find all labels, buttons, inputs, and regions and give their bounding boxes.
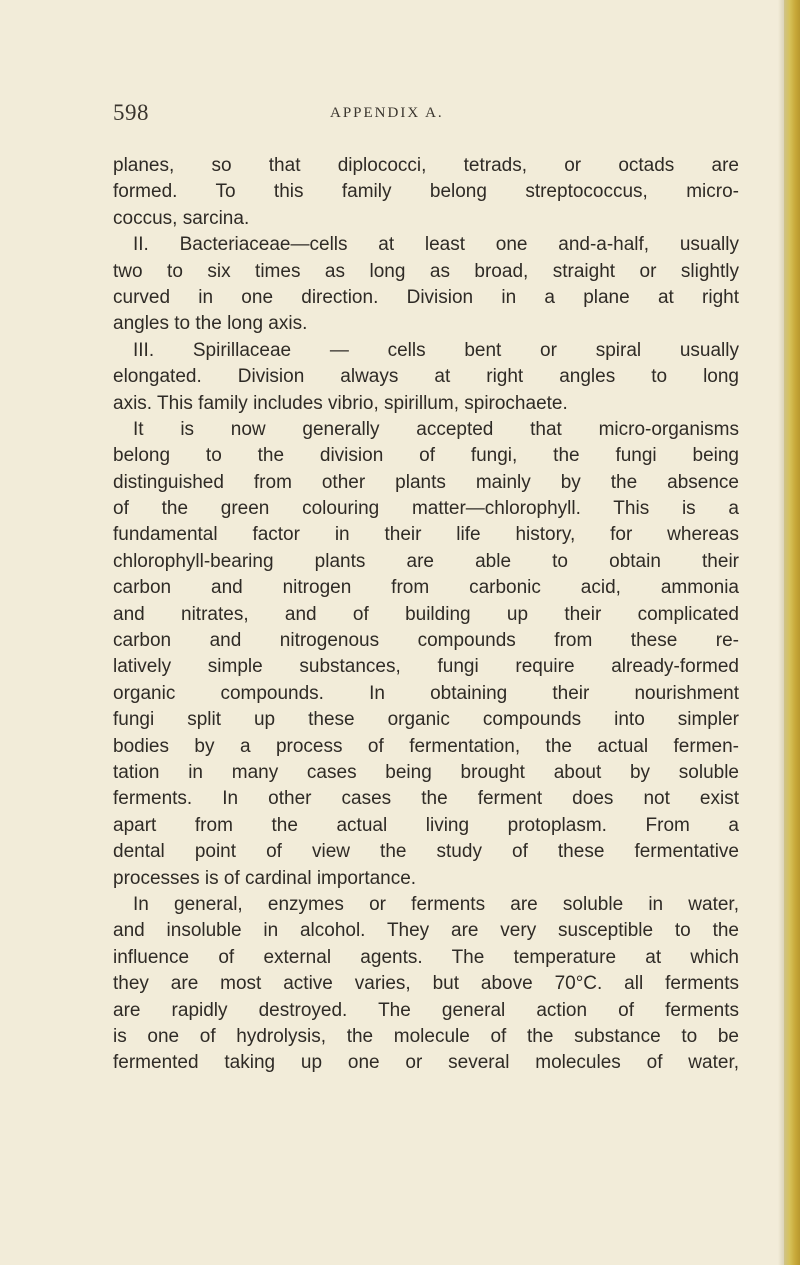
text-line: coccus, sarcina. bbox=[113, 207, 250, 229]
text-line: distinguished from other plants mainly by the absence bbox=[113, 471, 739, 493]
running-head: APPENDIX A. bbox=[330, 105, 444, 121]
text-line: organic compounds. In obtaining their nourishment bbox=[113, 682, 739, 704]
text-line: elongated. Division always at right angles to long bbox=[113, 366, 739, 388]
text-line: processes is of cardinal importance. bbox=[113, 867, 417, 889]
text-line: curved in one direction. Division in a plane at right bbox=[113, 286, 739, 308]
text-line: belong to the division of fungi, the fungi being bbox=[113, 445, 739, 467]
text-line: apart from the actual living protoplasm. From a bbox=[113, 814, 739, 836]
text-line: they are most active varies, but above 70°C. all ferments bbox=[113, 973, 739, 995]
text-line: ferments. In other cases the ferment does not exist bbox=[113, 788, 739, 810]
text-line: is one of hydrolysis, the molecule of the substance to be bbox=[113, 1025, 739, 1047]
text-line: II. Bacteriaceae—cells at least one and-a-half, usually bbox=[133, 234, 739, 256]
page-header bbox=[0, 100, 784, 130]
text-line: chlorophyll-bearing plants are able to obtain their bbox=[113, 550, 739, 572]
text-line: latively simple substances, fungi require already-formed bbox=[113, 656, 739, 678]
text-line: fermented taking up one or several molecules of water, bbox=[113, 1052, 739, 1074]
text-line: of the green colouring matter—chlorophyll. This is a bbox=[113, 498, 739, 520]
text-line: fungi split up these organic compounds into simpler bbox=[113, 709, 739, 731]
text-line: planes, so that diplococci, tetrads, or octads are bbox=[113, 155, 739, 176]
text-line: and insoluble in alcohol. They are very susceptible to the bbox=[113, 920, 739, 942]
page-number: 598 bbox=[113, 100, 149, 125]
body-text bbox=[113, 153, 739, 1077]
text-line: bodies by a process of fermentation, the actual fermen- bbox=[113, 735, 739, 757]
text-line: In general, enzymes or ferments are soluble in water, bbox=[133, 893, 739, 915]
text-line: dental point of view the study of these fermentative bbox=[113, 841, 739, 863]
text-line: carbon and nitrogenous compounds from these re- bbox=[113, 630, 739, 652]
text-line: fundamental factor in their life history, for whereas bbox=[113, 524, 739, 546]
text-line: formed. To this family belong streptococcus, micro- bbox=[113, 181, 739, 203]
text-line: carbon and nitrogen from carbonic acid, ammonia bbox=[113, 577, 739, 599]
text-line: and nitrates, and of building up their complicated bbox=[113, 603, 739, 625]
text-line: III. Spirillaceae — cells bent or spiral usually bbox=[133, 339, 739, 361]
text-line: axis. This family includes vibrio, spirillum, spirochaete. bbox=[113, 392, 568, 414]
text-line: are rapidly destroyed. The general action of ferments bbox=[113, 999, 739, 1021]
text-line: influence of external agents. The temperature at which bbox=[113, 946, 739, 968]
text-line: two to six times as long as broad, straight or slightly bbox=[113, 260, 739, 282]
text-line: angles to the long axis. bbox=[113, 313, 308, 335]
text-line: tation in many cases being brought about by soluble bbox=[113, 761, 739, 783]
page-edge bbox=[784, 0, 800, 1265]
text-line: It is now generally accepted that micro-organisms bbox=[133, 418, 739, 440]
